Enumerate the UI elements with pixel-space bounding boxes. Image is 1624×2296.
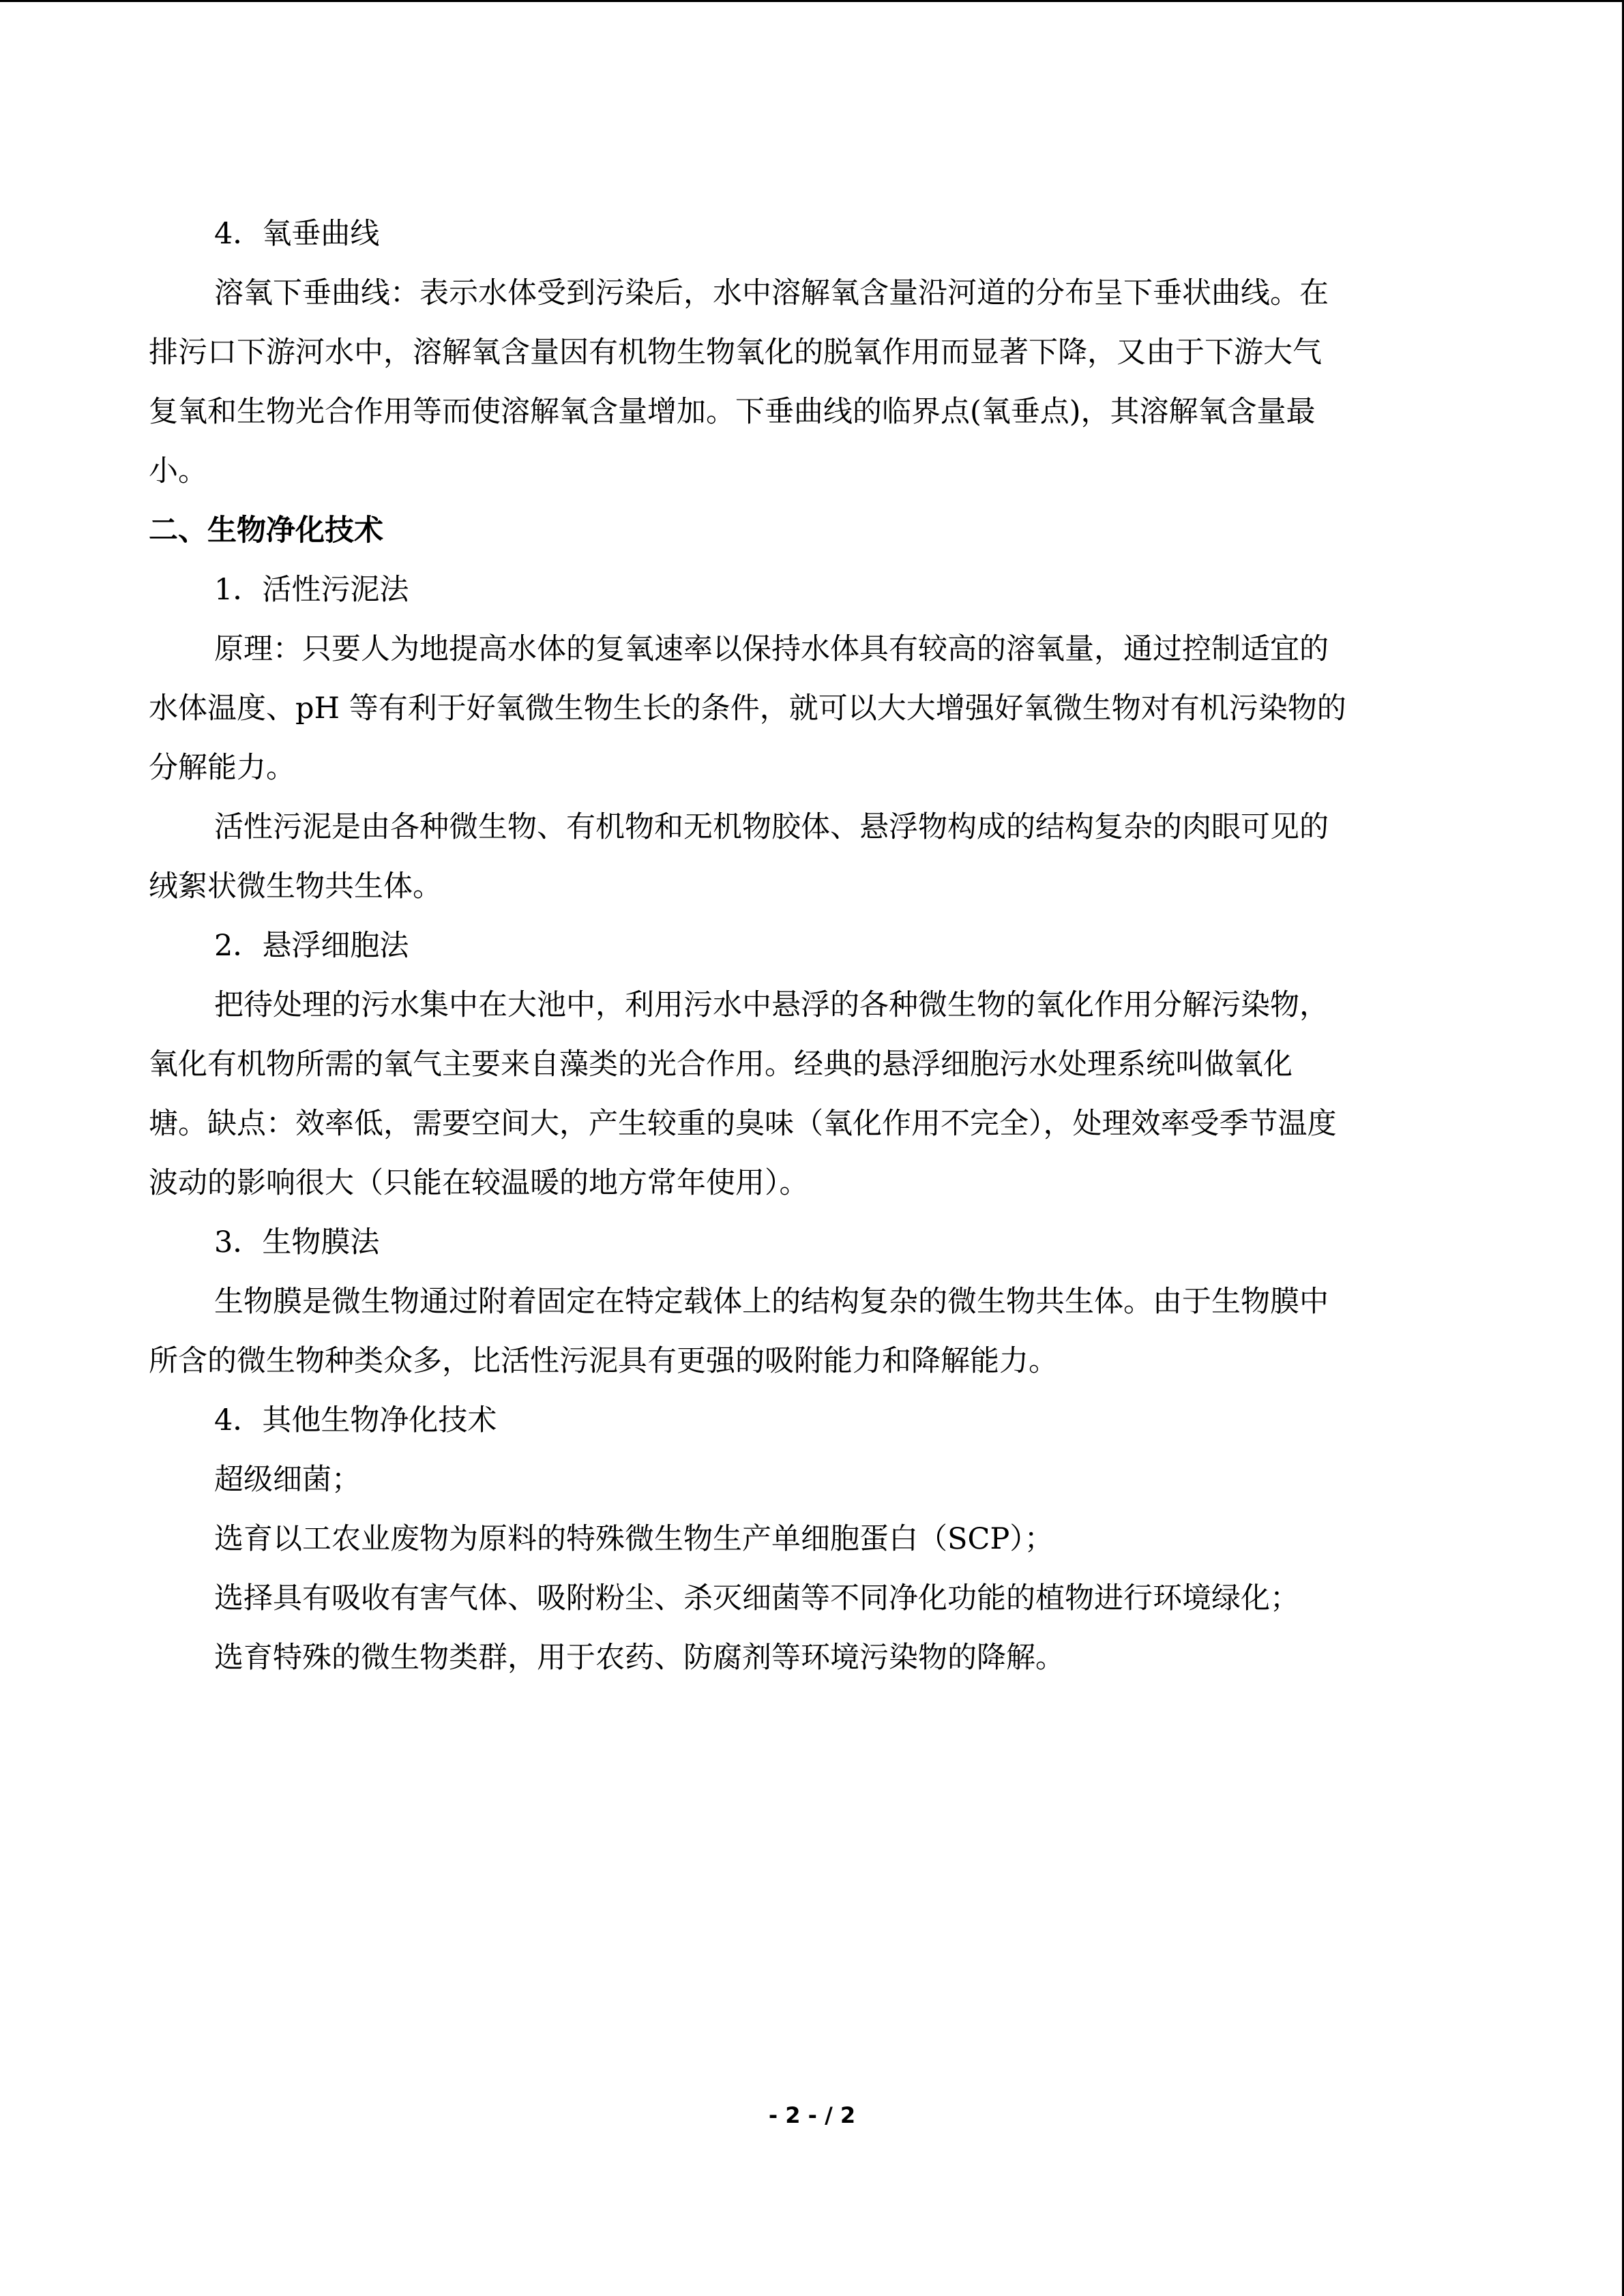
- paragraph-line: 所含的微生物种类众多，比活性污泥具有更强的吸附能力和降解能力。: [149, 1344, 1058, 1378]
- section-4-title: 4．氧垂曲线: [214, 217, 380, 251]
- paragraph-line: 原理：只要人为地提高水体的复氧速率以保持水体具有较高的溶氧量，通过控制适宜的: [214, 632, 1329, 666]
- paragraph-line: 波动的影响很大（只能在较温暖的地方常年使用）。: [149, 1166, 809, 1200]
- paragraph-line: 分解能力。: [149, 751, 295, 785]
- list-item: 选择具有吸收有害气体、吸附粉尘、杀灭细菌等不同净化功能的植物进行环境绿化；: [214, 1581, 1299, 1615]
- subsection-title-suspended-cell: 2．悬浮细胞法: [214, 929, 409, 963]
- paragraph-line: 小。: [149, 454, 207, 488]
- paragraph-line: 绒絮状微生物共生体。: [149, 869, 442, 904]
- section-heading-biological-purification: 二、生物净化技术: [149, 513, 383, 548]
- list-item: 超级细菌；: [214, 1463, 361, 1497]
- subsection-title-other-techniques: 4．其他生物净化技术: [214, 1403, 497, 1437]
- subsection-title-activated-sludge: 1．活性污泥法: [214, 573, 409, 607]
- list-item: 选育特殊的微生物类群，用于农药、防腐剂等环境污染物的降解。: [214, 1641, 1065, 1675]
- paragraph-line: 复氧和生物光合作用等而使溶解氧含量增加。下垂曲线的临界点(氧垂点)，其溶解氧含量最: [149, 395, 1316, 429]
- page-top-border: [0, 0, 1624, 2]
- document-body: [149, 205, 1475, 1688]
- paragraph-line: 氧化有机物所需的氧气主要来自藻类的光合作用。经典的悬浮细胞污水处理系统叫做氧化: [149, 1047, 1293, 1082]
- page-number-footer: - 2 - / 2: [768, 2102, 856, 2128]
- list-item: 选育以工农业废物为原料的特殊微生物生产单细胞蛋白（SCP）；: [214, 1522, 1054, 1556]
- paragraph-line: 活性污泥是由各种微生物、有机物和无机物胶体、悬浮物构成的结构复杂的肉眼可见的: [214, 810, 1329, 844]
- paragraph-line: 塘。缺点：效率低，需要空间大，产生较重的臭味（氧化作用不完全），处理效率受季节温度: [149, 1107, 1337, 1141]
- paragraph-line: 溶氧下垂曲线：表示水体受到污染后，水中溶解氧含量沿河道的分布呈下垂状曲线。在: [214, 276, 1329, 310]
- paragraph-line: 把待处理的污水集中在大池中，利用污水中悬浮的各种微生物的氧化作用分解污染物，: [214, 988, 1329, 1022]
- paragraph-line: 水体温度、pH 等有利于好氧微生物生长的条件，就可以大大增强好氧微生物对有机污染物的: [149, 691, 1346, 726]
- paragraph-line: 排污口下游河水中，溶解氧含量因有机物生物氧化的脱氧作用而显著下降，又由于下游大气: [149, 336, 1322, 370]
- paragraph-line: 生物膜是微生物通过附着固定在特定载体上的结构复杂的微生物共生体。由于生物膜中: [214, 1285, 1329, 1319]
- subsection-title-biofilm: 3．生物膜法: [214, 1225, 380, 1259]
